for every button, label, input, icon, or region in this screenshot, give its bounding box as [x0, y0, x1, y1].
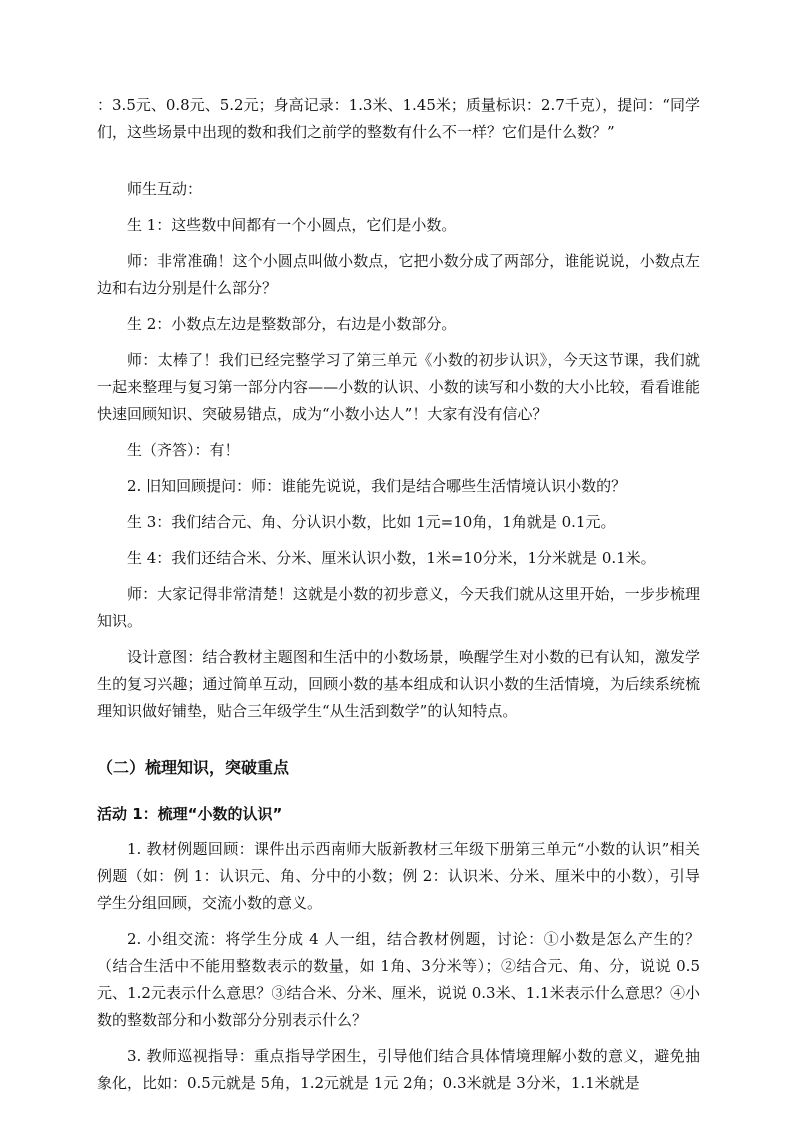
group-discussion-paragraph: 2. 小组交流：将学生分成 4 人一组，结合教材例题，讨论：①小数是怎么产生的？（结合生活中不能用整数表示的数量，如 1角、3分米等）；②结合元、角、分，说说 0.5元、1.2元表示什么意思？③结合米、分米、厘米，说说 0.3米、1.1米表示什么意思？④小数的整数部分和小数部分分别表示什么？: [97, 930, 700, 1029]
section-heading: （二）梳理知识，突破重点: [97, 758, 290, 777]
teacher-summary: 师：大家记得非常清楚！这就是小数的初步意义，今天我们就从这里开始，一步步梳理知识。: [97, 585, 700, 630]
student-4-answer: 生 4：我们还结合米、分米、厘米认识小数，1米=10分米，1分米就是 0.1米。: [127, 549, 656, 567]
students-chorus-answer: 生（齐答）：有！: [127, 441, 240, 459]
design-intent: 设计意图：结合教材主题图和生活中的小数场景，唤醒学生对小数的已有认知，激发学生的复习兴趣；通过简单互动，回顾小数的基本组成和认识小数的生活情境，为后续系统梳理知识做好铺垫，贴合三年级学生“从生活到数学”的认知特点。: [97, 648, 700, 720]
review-question: 2. 旧知回顾提问：师：谁能先说说，我们是结合哪些生活情境认识小数的？: [127, 477, 627, 495]
document-body: [97, 92, 700, 1097]
textbook-review-paragraph: 1. 教材例题回顾：课件出示西南师大版新教材三年级下册第三单元“小数的认识”相关例题（如：例 1：认识元、角、分中的小数；例 2：认识米、分米、厘米中的小数），引导学生分组回顾，交流小数的意义。: [97, 840, 700, 912]
teacher-introduction: 师：太棒了！我们已经完整学习了第三单元《小数的初步认识》，今天这节课，我们就一起来整理与复习第一部分内容——小数的认识、小数的读写和小数的大小比较，看看谁能快速回顾知识、突破易错点，成为“小数小达人”！大家有没有信心？: [97, 351, 700, 423]
activity-heading: 活动 1：梳理“小数的认识”: [97, 805, 283, 823]
student-3-answer: 生 3：我们结合元、角、分认识小数，比如 1元=10角，1角就是 0.1元。: [127, 513, 616, 531]
teacher-guidance-paragraph: 3. 教师巡视指导：重点指导学困生，引导他们结合具体情境理解小数的意义，避免抽象化，比如：0.5元就是 5角，1.2元就是 1元 2角；0.3米就是 3分米，1.1米就是: [97, 1047, 700, 1092]
teacher-question: 师：非常准确！这个小圆点叫做小数点，它把小数分成了两部分，谁能说说，小数点左边和右边分别是什么部分？: [97, 252, 700, 297]
student-2-answer: 生 2：小数点左边是整数部分，右边是小数部分。: [127, 315, 457, 333]
intro-paragraph: ：3.5元、0.8元、5.2元；身高记录：1.3米、1.45米；质量标识：2.7千克），提问：“同学们，这些场景中出现的数和我们之前学的整数有什么不一样？它们是什么数？”: [97, 96, 700, 141]
student-1-answer: 生 1：这些数中间都有一个小圆点，它们是小数。: [127, 216, 457, 234]
interaction-label: 师生互动：: [127, 180, 203, 198]
